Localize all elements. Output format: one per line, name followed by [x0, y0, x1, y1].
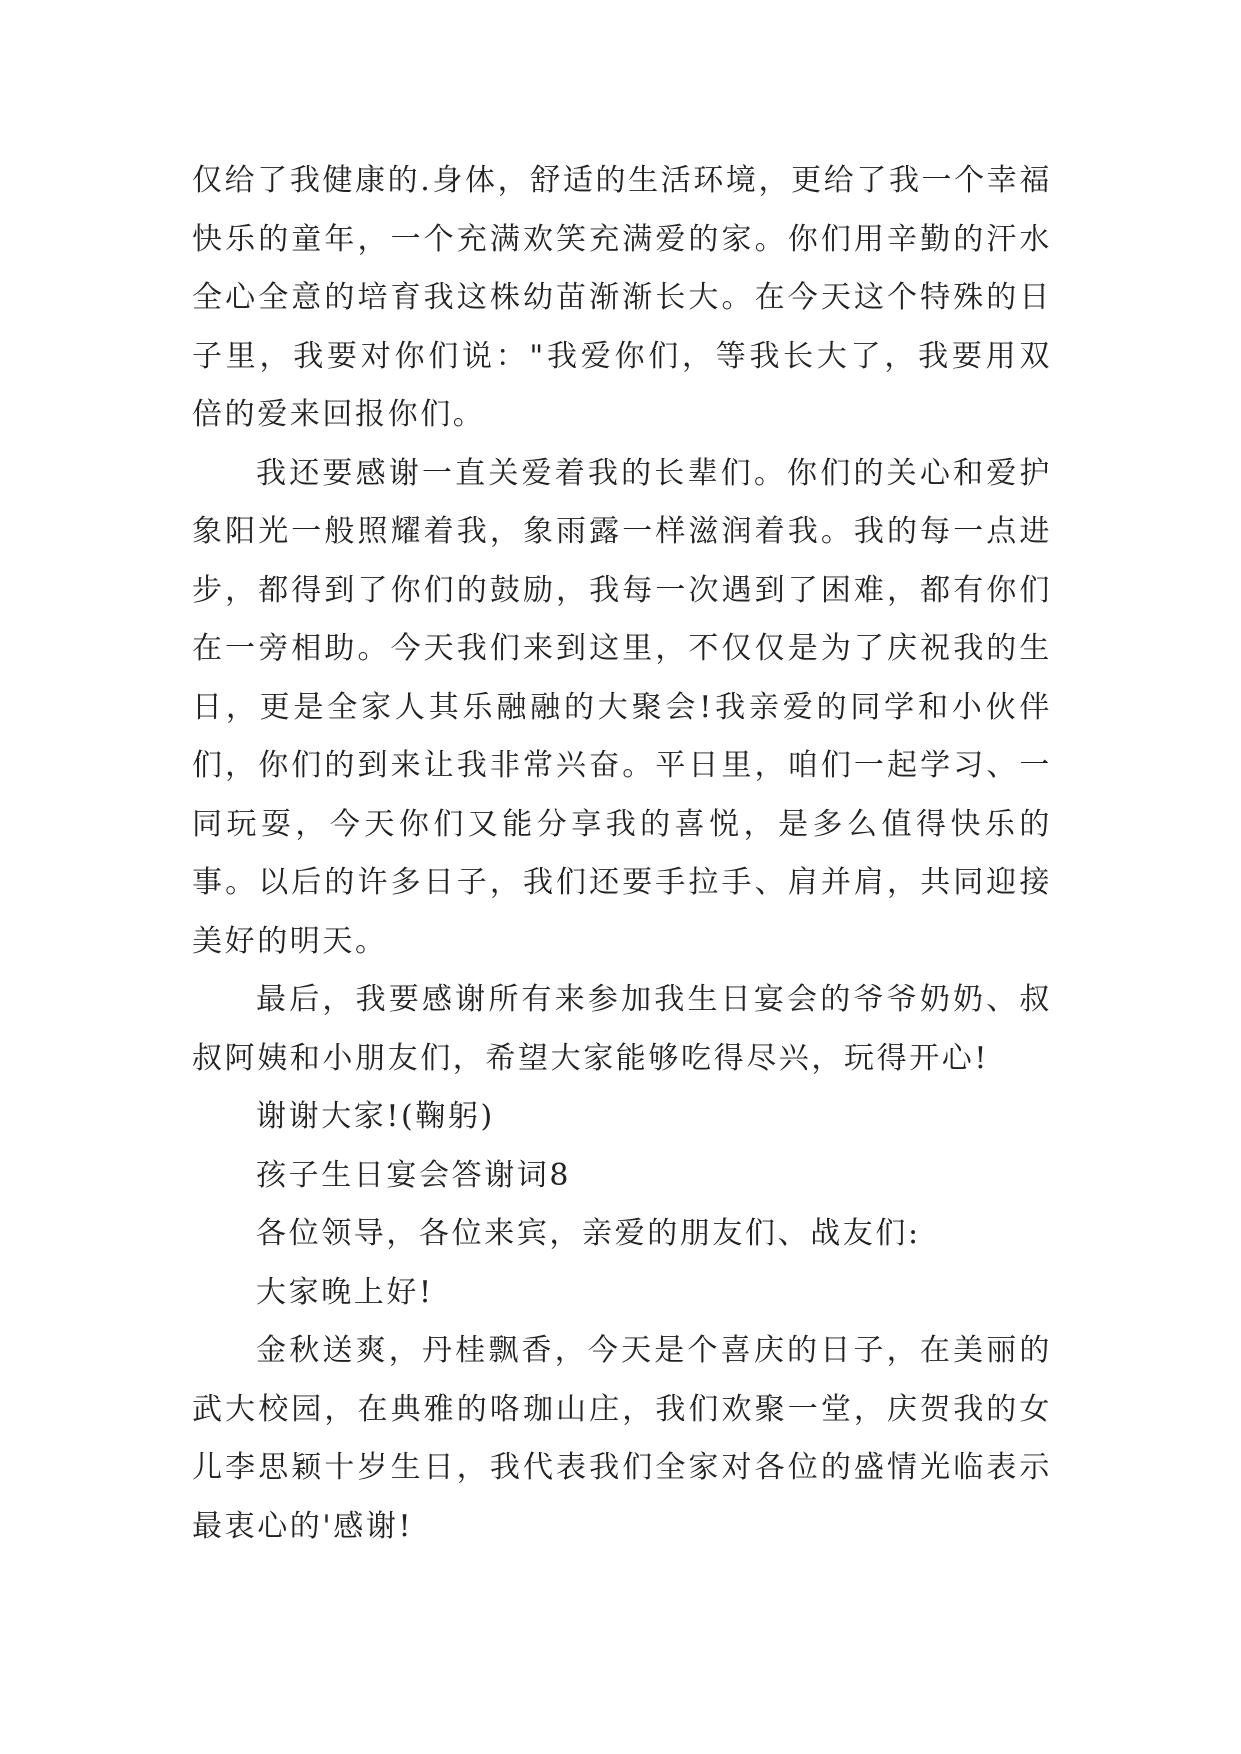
- section-heading: 孩子生日宴会答谢词8: [256, 1157, 572, 1193]
- paragraph-continuation: 仅给了我健康的.身体，舒适的生活环境，更给了我一个幸福快乐的童年，一个充满欢笑充满爱的家。你们用辛勤的汗水全心全意的培育我这株幼苗渐渐长大。在今天这个特殊的日子里，我要对你们说："我爱你们，等我长大了，我要用双倍的爱来回报你们。: [192, 163, 1052, 432]
- paragraph-final-thanks: 最后，我要感谢所有来参加我生日宴会的爷爷奶奶、叔叔阿姨和小朋友们，希望大家能够吃得尽兴，玩得开心!: [192, 982, 1052, 1076]
- paragraph-thank-you: 谢谢大家!(鞠躬): [256, 1099, 495, 1134]
- paragraph-thanks-elders: 我还要感谢一直关爱着我的长辈们。你们的关心和爱护象阳光一般照耀着我，象雨露一样滋润着我。我的每一点进步，都得到了你们的鼓励，我每一次遇到了困难，都有你们在一旁相助。今天我们来到这里，不仅仅是为了庆祝我的生日，更是全家人其乐融融的大聚会!我亲爱的同学和小伙伴们，你们的到来让我非常兴奋。平日里，咱们一起学习、一同玩耍，今天你们又能分享我的喜悦，是多么值得快乐的事。以后的许多日子，我们还要手拉手、肩并肩，共同迎接美好的明天。: [192, 455, 1052, 959]
- document-body: [192, 152, 1052, 1556]
- paragraph-opening: 金秋送爽，丹桂飘香，今天是个喜庆的日子，在美丽的武大校园，在典雅的咯珈山庄，我们欢聚一堂，庆贺我的女儿李思颖十岁生日，我代表我们全家对各位的盛情光临表示最衷心的'感谢!: [192, 1333, 1052, 1544]
- paragraph-greeting: 大家晚上好!: [256, 1274, 434, 1310]
- paragraph-salutation: 各位领导，各位来宾，亲爱的朋友们、战友们:: [256, 1216, 921, 1251]
